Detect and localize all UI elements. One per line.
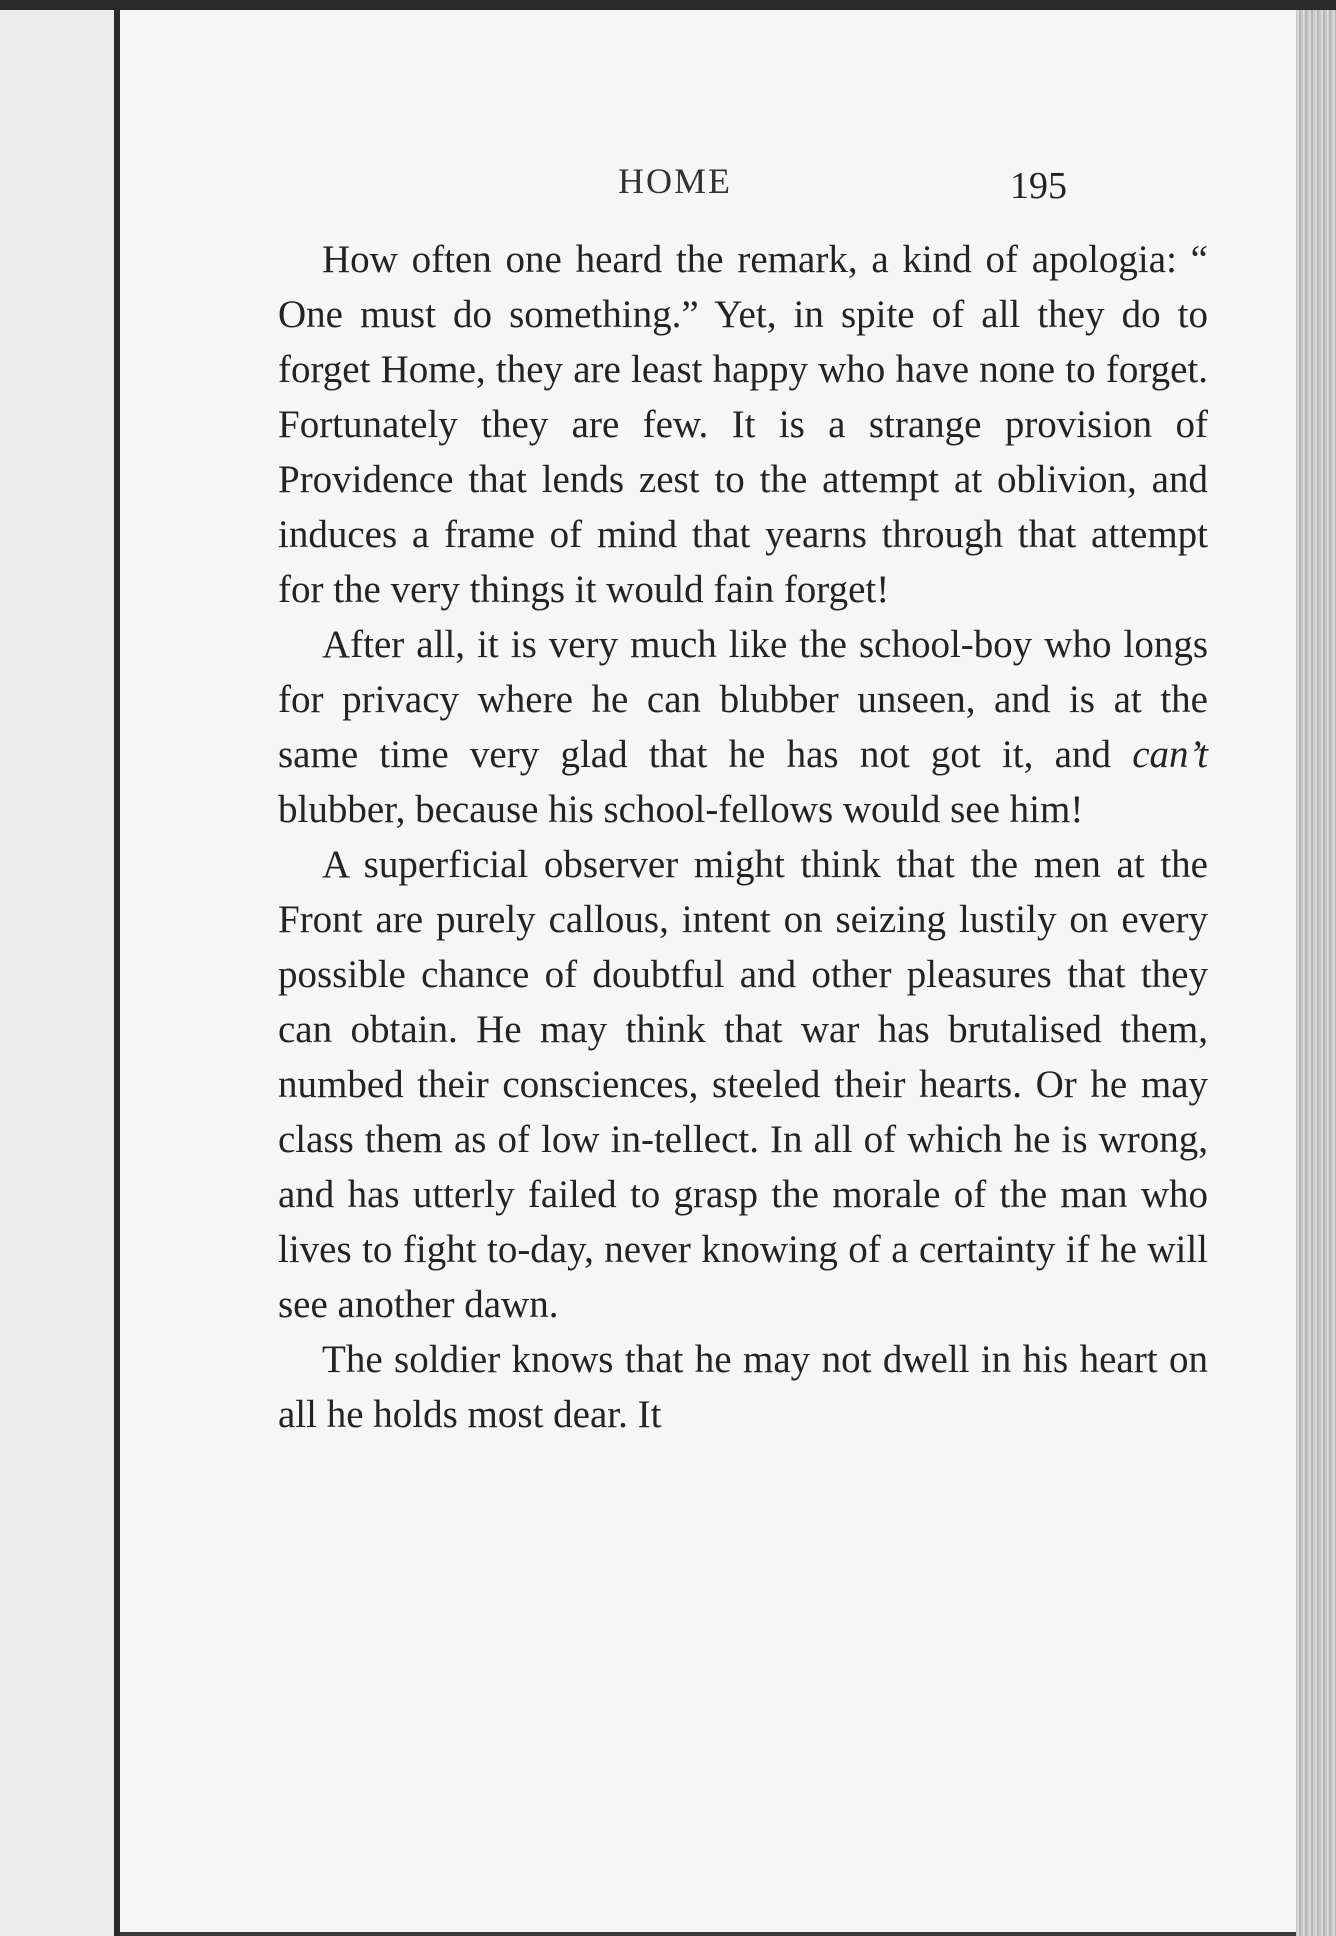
page-header <box>120 160 1296 210</box>
paragraph-2-text-after: blubber, because his school-fellows would see him! <box>278 788 1084 831</box>
body-text <box>278 232 1208 1442</box>
running-title: HOME <box>618 161 732 201</box>
facing-page-edge <box>0 10 120 1936</box>
page-number: 195 <box>1010 165 1067 207</box>
book-page <box>120 10 1296 1936</box>
page-stack-edge <box>1296 10 1336 1936</box>
paragraph-3: A superficial observer might think that the men at the Front are purely callous, intent on seizing lustily on every possible chance of doubtful and other pleasures that they can obtain. He may think that war has brutalised them, numbed their consciences, steeled their hearts. Or he may class them as of low in-tellect. In all of which he is wrong, and has utterly failed to grasp the morale of the man who lives to fight to-day, never knowing of a certainty if he will see another dawn. <box>278 843 1208 1326</box>
paragraph-1: How often one heard the remark, a kind of apologia: “ One must do something.” Yet, in spite of all they do to forget Home, they are least happy who have none to forget. Fortunately they are few. It is a strange provision of Providence that lends zest to the attempt at oblivion, and induces a frame of mind that yearns through that attempt for the very things it would fain forget! <box>278 238 1208 611</box>
paragraph-2 <box>278 617 1208 837</box>
scan-top-border <box>0 0 1336 10</box>
paragraph-2-text-before: After all, it is very much like the school-boy who longs for privacy where he can blubber unseen, and is at the same time very glad that he has not got it, and <box>278 623 1208 776</box>
paragraph-4: The soldier knows that he may not dwell in his heart on all he holds most dear. It <box>278 1338 1208 1436</box>
paragraph-2-emphasis: can’t <box>1132 733 1208 776</box>
